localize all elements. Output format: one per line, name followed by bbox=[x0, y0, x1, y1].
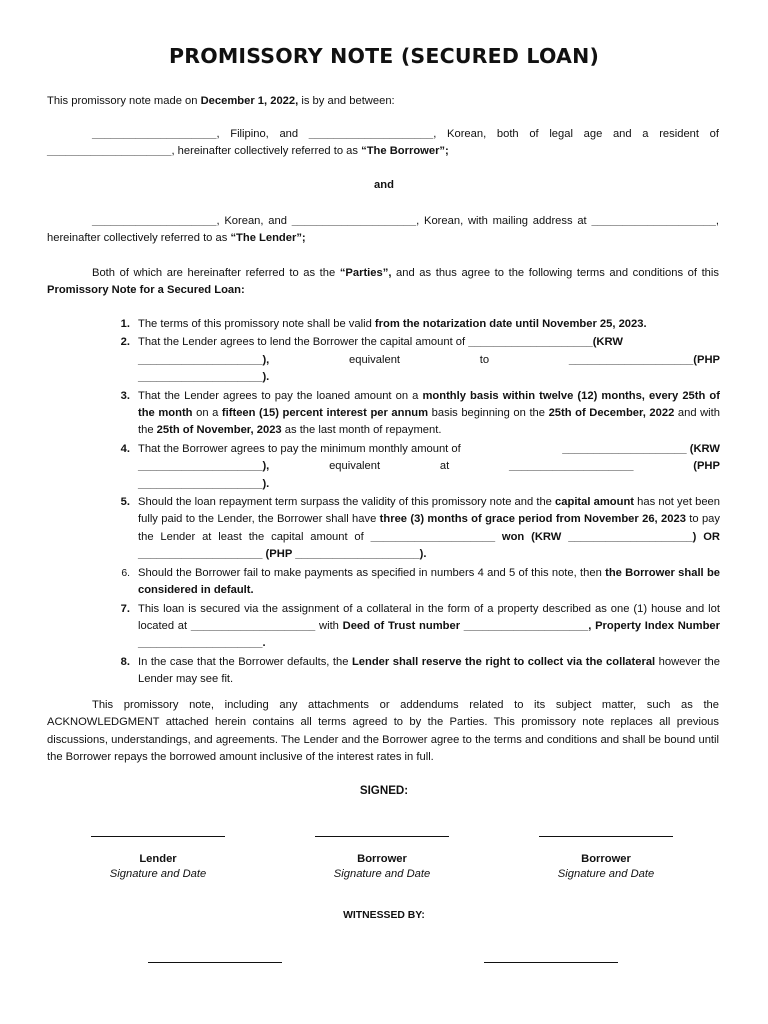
signature-line[interactable] bbox=[91, 836, 225, 837]
justified-line bbox=[138, 441, 720, 458]
list-item: 5. Should the loan repayment term surpass the validity of this promissory note and the capital amount has not yet been fully paid to the Lender, the Borrower shall have three (3) months of grace period from November 26, 2023 to pay the Lender at least the capital amount of ____________________ won (KRW ____________________) OR ____________________ (PHP ____________________). bbox=[110, 494, 720, 564]
currency-label: (KRW bbox=[689, 442, 720, 455]
text-span: That the Lender agrees to pay the loaned amount on a bbox=[138, 389, 423, 402]
witness-signature-2 bbox=[481, 962, 621, 963]
text-span: , Korean, with mailing address at bbox=[416, 215, 587, 227]
monthly-amount-blank[interactable]: ____________________ bbox=[562, 442, 687, 455]
list-item: 4. That the Borrower agrees to pay the minimum monthly amount of ____________________ (KRW ____________________), equivalent at ____________________ (PHP ____________________). bbox=[110, 441, 720, 493]
text-span: to pay the Lender at least the capital amount of bbox=[138, 513, 721, 543]
list-item bbox=[110, 654, 720, 689]
text-span: , Filipino, and bbox=[216, 128, 309, 140]
text-bold: won (KRW bbox=[495, 530, 569, 543]
text-span: , hereinafter collectively referred to as bbox=[171, 145, 362, 158]
lender-paragraph bbox=[47, 213, 719, 248]
borrower-paragraph bbox=[47, 126, 719, 161]
equivalent-amount-blank[interactable]: ____________________ bbox=[568, 353, 694, 366]
text-span: basis beginning on the bbox=[428, 407, 549, 420]
currency-label: (PHP bbox=[693, 460, 720, 473]
text-bold: Lender shall reserve the right to collect via the collateral bbox=[351, 655, 656, 668]
text-bold: three (3) months of grace period from November 26, 2023 bbox=[379, 513, 686, 526]
grace-or-blank[interactable]: ____________________ bbox=[138, 548, 263, 561]
lender-address-blank[interactable]: ____________________ bbox=[591, 215, 716, 227]
list-item bbox=[110, 388, 720, 440]
currency-label: (KRW bbox=[592, 336, 623, 349]
text-bold: Property Index Number bbox=[595, 619, 720, 632]
signature-line[interactable] bbox=[484, 962, 618, 963]
monthly-equivalent-blank[interactable]: ____________________ bbox=[509, 460, 634, 473]
text-bold: (PHP bbox=[262, 548, 296, 561]
signature-borrower-1 bbox=[312, 836, 452, 882]
text-bold: monthly basis within twelve (12) months, every 25th of the month bbox=[138, 389, 720, 420]
agreement-date: December 1, 2022, bbox=[200, 95, 299, 107]
signature-borrower-2 bbox=[536, 836, 676, 882]
signature-line[interactable] bbox=[539, 836, 673, 837]
intro-paragraph bbox=[47, 93, 719, 110]
text-span: Should the Borrower fail to make payments as specified in numbers 4 and 5 of this note, then bbox=[138, 566, 606, 579]
item-number: 4. bbox=[120, 442, 130, 455]
text-span: In the case that the Borrower defaults, the bbox=[138, 655, 352, 668]
item-number: 3. bbox=[120, 389, 130, 402]
text-span: on a bbox=[192, 407, 222, 420]
signature-caption: Signature and Date bbox=[333, 868, 431, 880]
text-span: at bbox=[439, 460, 450, 473]
item-number: 5. bbox=[120, 496, 130, 509]
text-span: That the Lender agrees to lend the Borrower the capital amount of bbox=[138, 336, 469, 349]
list-item bbox=[110, 565, 720, 600]
signer-role: Lender bbox=[139, 853, 177, 865]
signature-lender bbox=[88, 836, 228, 882]
borrower-name-blank-2[interactable]: ____________________ bbox=[308, 128, 434, 140]
signer-role: Borrower bbox=[581, 853, 631, 865]
list-item bbox=[110, 316, 720, 333]
witness-signature-1 bbox=[145, 962, 285, 963]
item-number: 6. bbox=[121, 567, 130, 579]
text-bold: 25th of November, 2023 bbox=[156, 424, 282, 437]
text-span: and as thus agree to the following terms and conditions of this bbox=[391, 267, 719, 279]
item-number: 8. bbox=[120, 655, 130, 668]
signature-caption: Signature and Date bbox=[109, 868, 207, 880]
signature-line[interactable] bbox=[148, 962, 282, 963]
text-bold: fifteen (15) percent interest per annum bbox=[221, 407, 429, 420]
text-span: , Korean, both of legal age and a resident of bbox=[433, 128, 719, 140]
monthly-php-blank[interactable]: ____________________ bbox=[138, 477, 263, 490]
text-span: This loan is secured via the assignment of a collateral in the form of a property described as one (1) house and lot located at bbox=[138, 602, 720, 632]
signature-caption: Signature and Date bbox=[557, 868, 655, 880]
intro-text: This promissory note made on bbox=[47, 95, 201, 107]
justified-line: ____________________), equivalent at ____________________ (PHP bbox=[138, 458, 720, 475]
deed-number-blank[interactable]: ____________________ bbox=[463, 619, 589, 632]
text-span: That the Borrower agrees to pay the minimum monthly amount of bbox=[138, 442, 461, 455]
php-amount-blank[interactable]: ____________________ bbox=[138, 371, 263, 384]
text-span: has not yet been fully paid to the Lender, the Borrower shall have bbox=[138, 496, 720, 526]
parties-paragraph bbox=[47, 265, 719, 300]
document-title: PROMISSORY NOTE (SECURED LOAN) bbox=[168, 44, 600, 68]
item-number: 7. bbox=[120, 602, 130, 615]
text-span: however the Lender may see fit. bbox=[138, 655, 720, 686]
krw-amount-blank[interactable]: ____________________ bbox=[138, 353, 263, 366]
text-bold: capital amount bbox=[555, 496, 635, 509]
validity-term: from the notarization date until November 25, 2023. bbox=[374, 318, 647, 330]
capital-amount-blank[interactable]: ____________________ bbox=[468, 336, 593, 349]
justified-line: ____________________), equivalent to ____________________(PHP bbox=[138, 352, 720, 369]
monthly-krw-blank[interactable]: ____________________ bbox=[138, 460, 263, 473]
text-span: equivalent bbox=[349, 353, 401, 366]
text-bold: Deed of Trust number bbox=[342, 619, 464, 632]
text-span: with bbox=[315, 619, 343, 632]
and-separator: and bbox=[374, 179, 394, 191]
signed-heading: SIGNED: bbox=[359, 784, 409, 797]
terms-list bbox=[110, 316, 720, 689]
grace-krw-blank[interactable]: ____________________ bbox=[568, 530, 693, 543]
intro-text-end: is by and between: bbox=[298, 95, 395, 107]
text-bold: ) OR bbox=[692, 530, 721, 543]
witnessed-heading: WITNESSED BY: bbox=[343, 910, 425, 921]
text-span: , Korean, and bbox=[216, 215, 292, 227]
text-span: Both of which are hereinafter referred to as the bbox=[92, 267, 340, 279]
borrower-name-blank-1[interactable]: ____________________ bbox=[92, 128, 217, 140]
parties-term: “Parties”, bbox=[339, 267, 392, 279]
item-number: 1. bbox=[120, 318, 130, 330]
text-span: to bbox=[479, 353, 490, 366]
text-span: The terms of this promissory note shall be valid bbox=[138, 318, 375, 330]
text-span: as the last month of repayment. bbox=[281, 424, 442, 437]
property-index-blank[interactable]: ____________________ bbox=[138, 637, 263, 650]
borrower-label: “The Borrower”; bbox=[361, 145, 449, 158]
lender-name-blank-1[interactable]: ____________________ bbox=[92, 215, 217, 227]
grace-capital-blank[interactable]: ____________________ bbox=[370, 530, 496, 543]
text-bold: the Borrower shall be considered in default. bbox=[138, 566, 721, 597]
closing-paragraph: This promissory note, including any attachments or addendums related to its subject matter, such as the ACKNOWLEDGMENT attached herein contains all terms agreed to by the Parties. This promissory note replaces all previous discussions, understandings, and agreements. The Lender and the Borrower agree to the terms and conditions and shall be bound until the Borrower repays the borrowed amount inclusive of the interest rates in full. bbox=[47, 699, 719, 764]
list-item: 7. This loan is secured via the assignment of a collateral in the form of a property described as one (1) house and lot located at ____________________ with Deed of Trust number ____________________, Property Index Number ____________________. bbox=[110, 601, 720, 653]
borrower-residence-blank[interactable]: ____________________ bbox=[47, 145, 172, 158]
property-location-blank[interactable]: ____________________ bbox=[190, 619, 316, 632]
text-bold: 25th of December, 2022 bbox=[548, 407, 675, 420]
text-span: equivalent bbox=[329, 460, 381, 473]
lender-name-blank-2[interactable]: ____________________ bbox=[291, 215, 417, 227]
grace-php-blank[interactable]: ____________________ bbox=[295, 548, 420, 561]
text-span: Should the loan repayment term surpass the validity of this promissory note and the bbox=[138, 496, 556, 509]
text-span: , hereinafter collectively referred to as bbox=[47, 215, 719, 245]
signature-line[interactable] bbox=[315, 836, 449, 837]
list-item: 2. That the Lender agrees to lend the Borrower the capital amount of ____________________(KRW ____________________), equivalent to ____________________(PHP ____________________). bbox=[110, 334, 720, 386]
note-type: Promissory Note for a Secured Loan: bbox=[47, 284, 245, 297]
currency-label: (PHP bbox=[693, 353, 720, 366]
lender-label: “The Lender”; bbox=[230, 232, 306, 245]
signer-role: Borrower bbox=[357, 853, 407, 865]
item-number: 2. bbox=[120, 336, 130, 349]
text-span: and with the bbox=[138, 407, 721, 437]
